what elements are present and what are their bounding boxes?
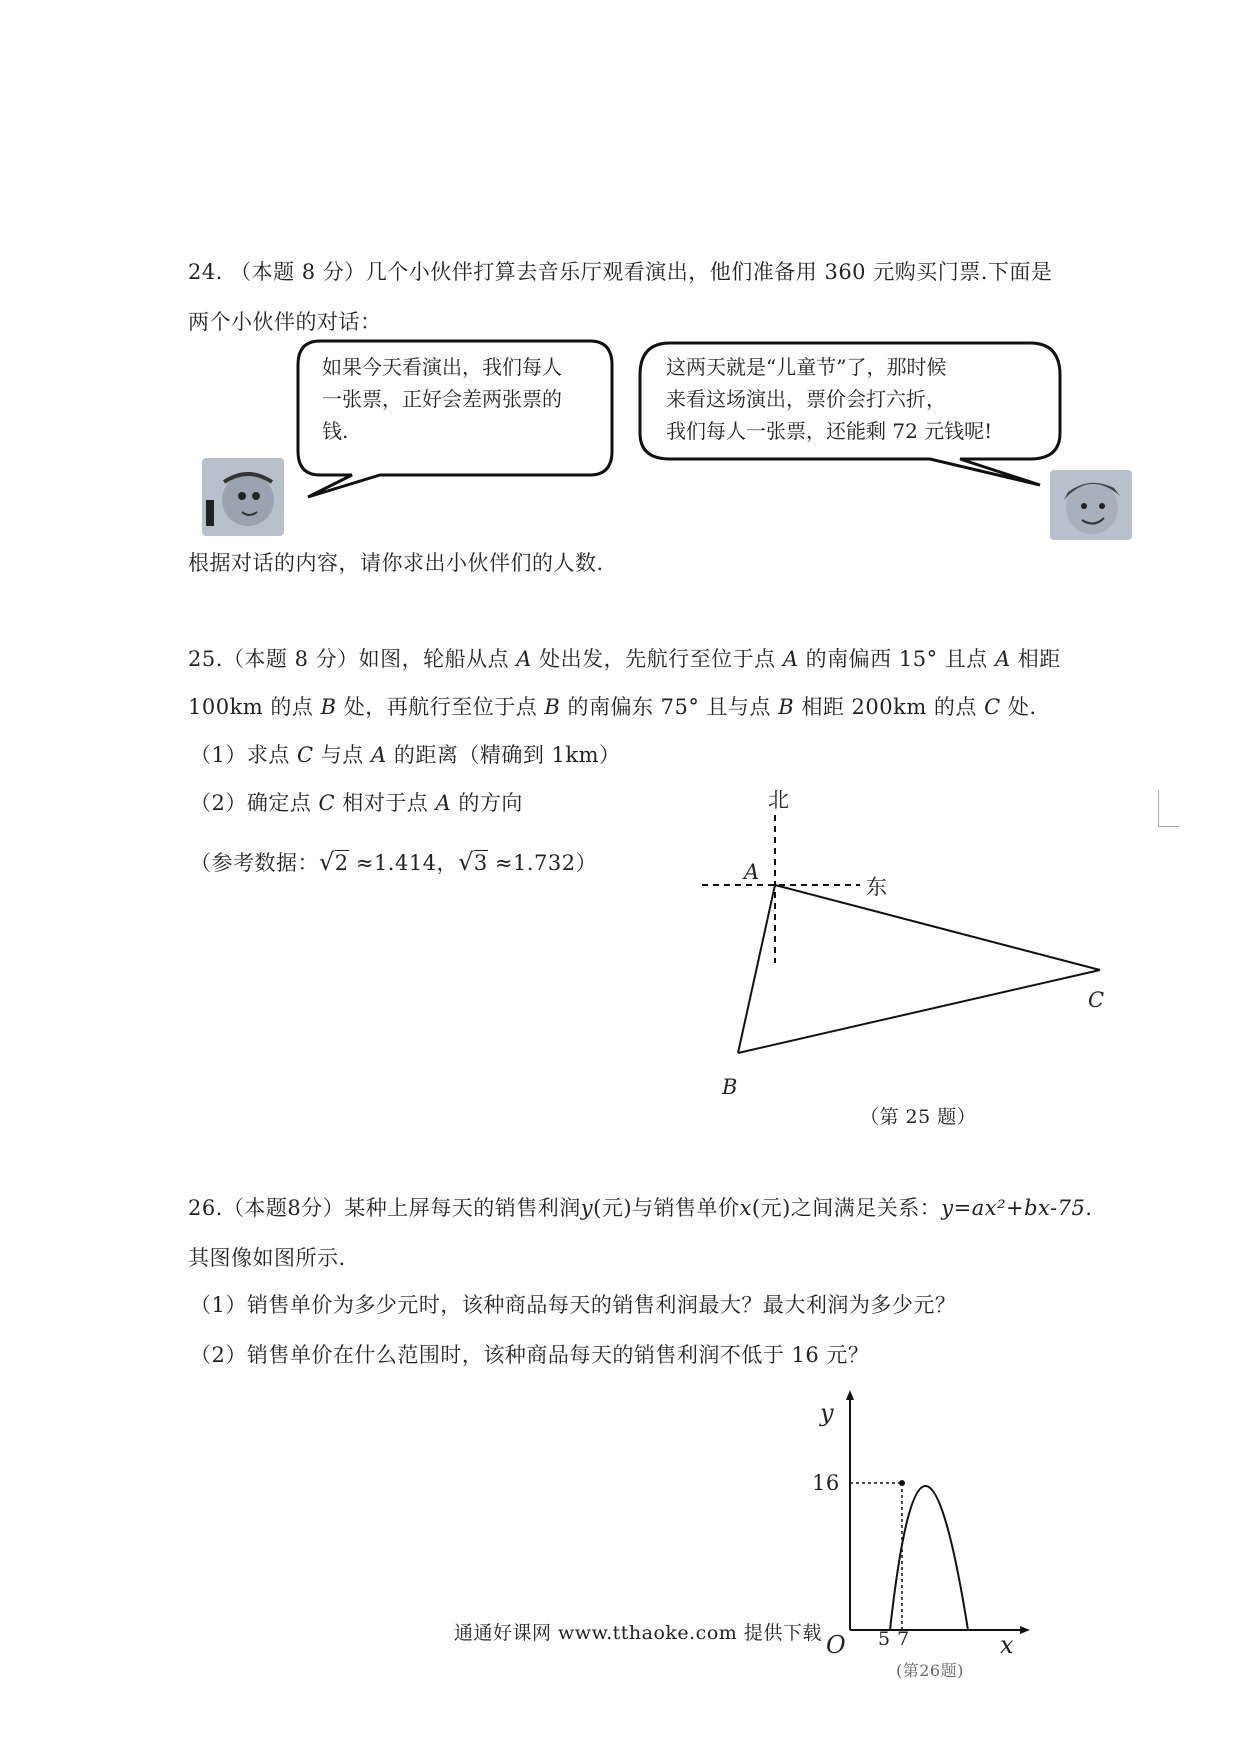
figure-25-east-label: 东 — [866, 875, 888, 899]
bubble-left-line: 如果今天看演出，我们每人 — [322, 355, 562, 379]
figure-26-16-label: 16 — [812, 1471, 840, 1495]
segment-ac — [775, 885, 1100, 970]
footer-text: 通通好课网 www.tthaoke.com 提供下载 — [454, 1622, 822, 1644]
figure-26-parabola-graph — [820, 1390, 1040, 1660]
bubble-right-text — [666, 351, 992, 447]
kid-avatar-left — [202, 458, 284, 536]
point-7-16 — [899, 1480, 905, 1486]
kid-avatar-right — [1050, 470, 1132, 540]
bubble-right-line: 这两天就是“儿童节”了，那时候 — [666, 355, 947, 379]
page-corner-mark — [1158, 790, 1179, 827]
figure-26-x-label: x — [1000, 1631, 1015, 1659]
segment-bc — [738, 970, 1100, 1053]
figure-26-origin-label: O — [826, 1631, 847, 1659]
q26-sub-1: （1）销售单价为多少元时，该种商品每天的销售利润最大？最大利润为多少元？ — [190, 1293, 957, 1317]
bubble-right-line: 我们每人一张票，还能剩 72 元钱呢! — [666, 419, 993, 443]
figure-25-point-a: A — [744, 860, 760, 884]
figure-26-caption: (第26题) — [896, 1661, 964, 1680]
q26-sub-2: （2）销售单价在什么范围时，该种商品每天的销售利润不低于 16 元？ — [190, 1343, 870, 1367]
q24-question: 根据对话的内容，请你求出小伙伴们的人数. — [188, 551, 604, 575]
q25-sub-1: （1）求点 C 与点 A 的距离（精确到 1km） — [190, 743, 621, 767]
bubble-right-line: 来看这场演出，票价会打六折， — [666, 387, 946, 411]
q24-line-1: 24. （本题 8 分）几个小伙伴打算去音乐厅观看演出，他们准备用 360 元购买门票.下面是 — [188, 260, 1053, 284]
q26-line-2: 其图像如图所示. — [188, 1246, 346, 1270]
q25-line-2: 100km 的点 B 处，再航行至位于点 B 的南偏东 75° 且与点 B 相距 200km 的点 C 处. — [188, 695, 1037, 719]
figure-25-point-c: C — [1088, 988, 1105, 1012]
figure-25-caption: （第 25 题） — [860, 1106, 977, 1128]
figure-25-north-label: 北 — [768, 788, 790, 812]
q25-reference-data: （参考数据：√2 ≈1.414，√3 ≈1.732） — [190, 848, 598, 876]
q24-line-2: 两个小伙伴的对话： — [188, 310, 382, 334]
bubble-left-line: 钱. — [322, 419, 349, 443]
q26-line-1: 26.（本题8分）某种上屏每天的销售利润y(元)与销售单价x(元)之间满足关系：y=ax²+bx-75. — [188, 1196, 1093, 1220]
figure-26-x-ticks: 5 7 — [878, 1628, 910, 1650]
bubble-left-text — [322, 351, 562, 447]
figure-25-point-b: B — [722, 1075, 738, 1099]
q25-sub-2: （2）确定点 C 相对于点 A 的方向 — [190, 791, 523, 815]
segment-ab — [738, 885, 775, 1053]
figure-26-y-label: y — [820, 1399, 835, 1427]
figure-25-diagram — [690, 785, 1130, 1135]
bubble-left-line: 一张票，正好会差两张票的 — [322, 387, 562, 411]
q25-line-1: 25.（本题 8 分）如图，轮船从点 A 处出发，先航行至位于点 A 的南偏西 15° 且点 A 相距 — [188, 647, 1061, 671]
